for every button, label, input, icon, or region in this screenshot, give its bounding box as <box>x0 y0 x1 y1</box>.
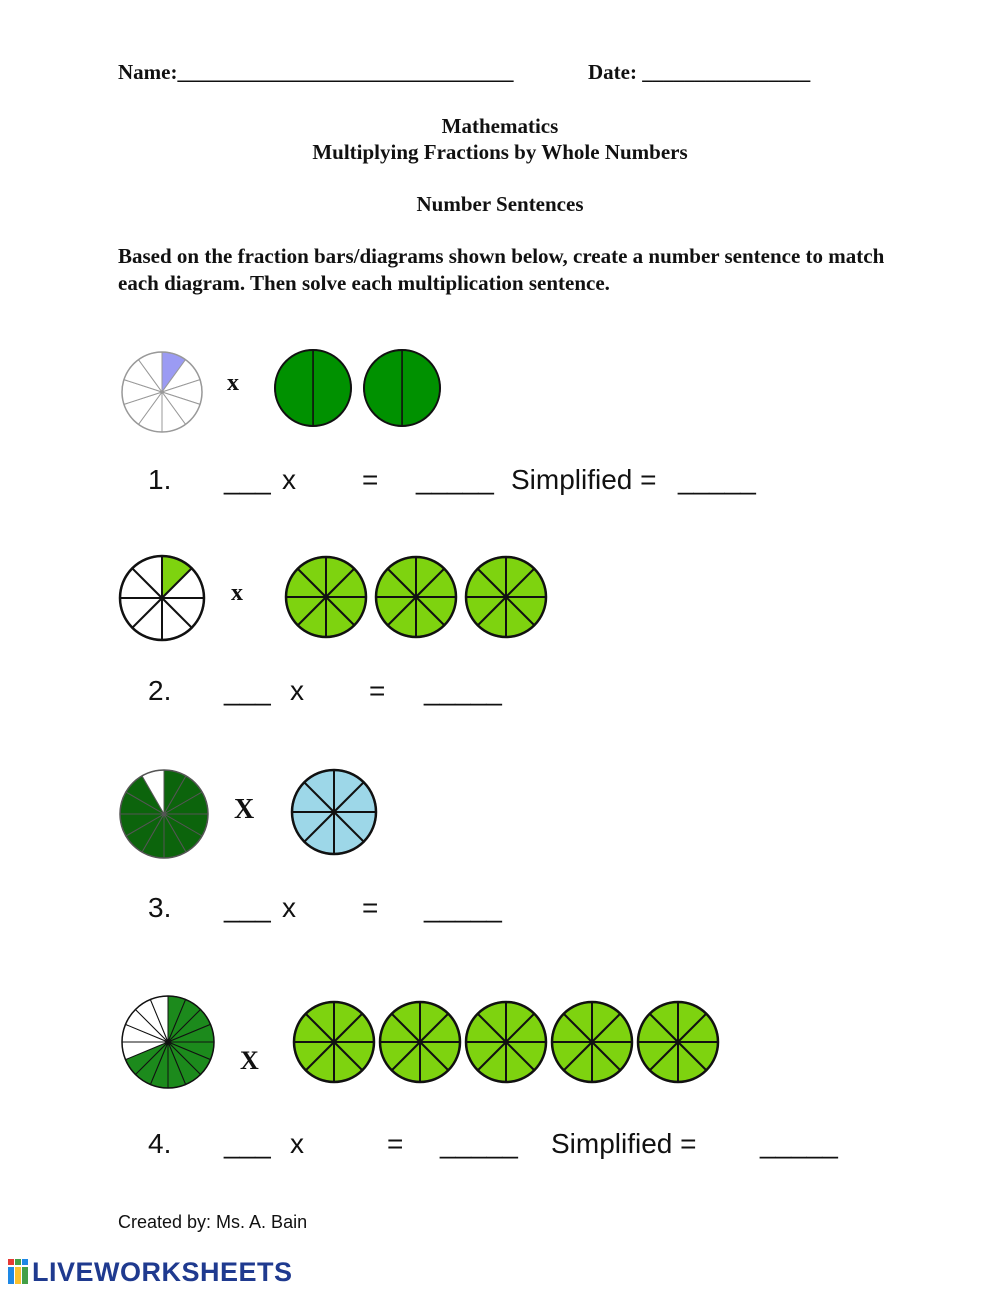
equals-sign-2: = <box>369 675 386 706</box>
answer-blank-1b[interactable]: _____ <box>416 464 494 495</box>
times-sign-1: x <box>282 464 296 495</box>
shaded-slice <box>275 350 313 426</box>
subject-title: Mathematics <box>441 114 559 138</box>
whole-pie <box>286 557 366 637</box>
operator-x-3: X <box>234 794 255 825</box>
whole-pie <box>294 1002 374 1082</box>
operator-x-2: x <box>231 580 243 606</box>
liveworksheets-logo-icon <box>8 1259 28 1285</box>
times-sign-4: x <box>290 1128 304 1159</box>
answer-blank-4b[interactable]: _____ <box>440 1128 518 1159</box>
answer-blank-4a[interactable]: ___ <box>224 1128 271 1159</box>
shaded-slice <box>402 350 440 426</box>
name-field[interactable]: Name:________________________________ <box>118 60 514 84</box>
answer-blank-1c[interactable]: _____ <box>678 464 756 495</box>
simplified-label-4: Simplified = <box>551 1128 697 1159</box>
whole-pie <box>376 557 456 637</box>
operator-x-4: X <box>240 1046 259 1075</box>
instructions: Based on the fraction bars/diagrams shown below, create a number sentence to match each diagram. Then solve each multiplication sentence. <box>118 244 885 295</box>
answer-blank-2b[interactable]: _____ <box>424 675 502 706</box>
fraction-pie <box>122 352 202 432</box>
section-title: Number Sentences <box>416 192 584 216</box>
whole-pies-4 <box>0 0 1 1</box>
fraction-pie <box>120 770 208 858</box>
answer-blank-4c[interactable]: _____ <box>760 1128 838 1159</box>
liveworksheets-logo[interactable]: LIVEWORKSHEETS <box>32 1257 293 1287</box>
problem-number-4: 4. <box>148 1128 172 1159</box>
whole-pie <box>364 350 440 426</box>
answer-blank-2a[interactable]: ___ <box>224 675 271 706</box>
times-sign-2: x <box>290 675 304 706</box>
problem-number-1: 1. <box>148 464 172 495</box>
date-field[interactable]: Date: ________________ <box>588 60 811 84</box>
problem-number-2: 2. <box>148 675 172 706</box>
whole-pie <box>552 1002 632 1082</box>
whole-pie <box>466 1002 546 1082</box>
answer-blank-1a[interactable]: ___ <box>224 464 271 495</box>
whole-pie <box>466 557 546 637</box>
shaded-slice <box>364 350 402 426</box>
shaded-slice <box>313 350 351 426</box>
answer-blank-3b[interactable]: _____ <box>424 892 502 923</box>
whole-pie <box>292 770 376 854</box>
equals-sign-1: = <box>362 464 379 495</box>
credit-line: Created by: Ms. A. Bain <box>118 1212 308 1232</box>
whole-pie <box>380 1002 460 1082</box>
equals-sign-4: = <box>387 1128 404 1159</box>
times-sign-3: x <box>282 892 296 923</box>
topic-title: Multiplying Fractions by Whole Numbers <box>312 140 688 164</box>
whole-pie <box>275 350 351 426</box>
answer-blank-3a[interactable]: ___ <box>224 892 271 923</box>
simplified-label-1: Simplified = <box>511 464 657 495</box>
whole-pie <box>638 1002 718 1082</box>
operator-x-1: x <box>227 370 239 396</box>
problem-number-3: 3. <box>148 892 172 923</box>
fraction-pie <box>120 556 204 640</box>
equals-sign-3: = <box>362 892 379 923</box>
fraction-pie <box>122 996 214 1088</box>
